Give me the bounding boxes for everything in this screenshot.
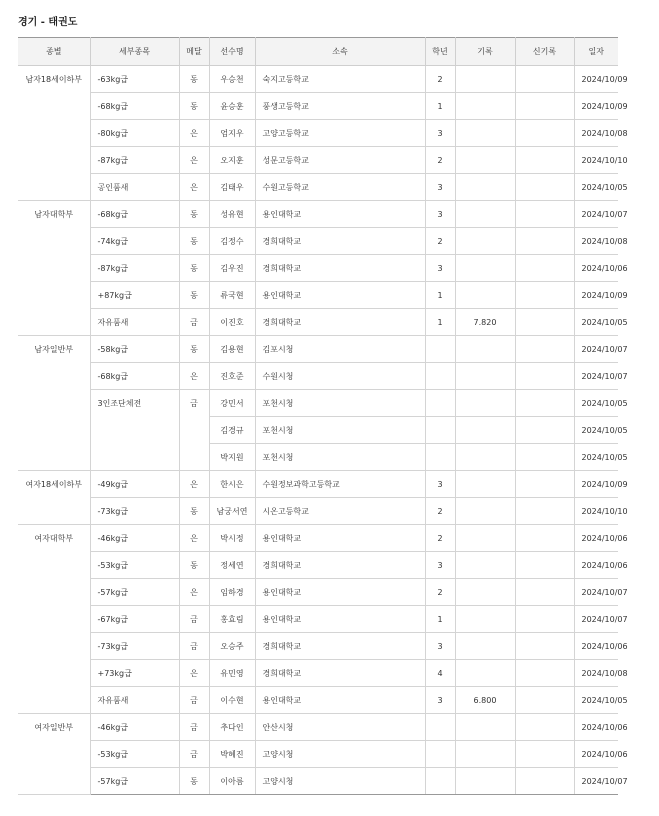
athlete-cell: 오승주 (209, 633, 255, 660)
table-row (18, 552, 618, 579)
date-cell: 2024/10/06 (574, 255, 618, 282)
category-cell: 여자18세이하부 (18, 471, 90, 525)
grade-cell: 2 (425, 579, 455, 606)
team-cell: 경희대학교 (255, 552, 425, 579)
event-cell: -63kg급 (90, 66, 179, 93)
medal-cell: 은 (179, 660, 209, 687)
table-row (18, 282, 618, 309)
medal-cell: 동 (179, 93, 209, 120)
athlete-cell: 성유현 (209, 201, 255, 228)
page-title: 경기 - 태권도 (18, 17, 78, 28)
medal-cell: 금 (179, 714, 209, 741)
record-cell (455, 606, 515, 633)
category-cell: 남자일반부 (18, 336, 90, 471)
record-cell (455, 471, 515, 498)
team-cell: 용인대학교 (255, 525, 425, 552)
grade-cell: 3 (425, 201, 455, 228)
medal-cell: 은 (179, 174, 209, 201)
medal-cell: 동 (179, 498, 209, 525)
new-record-cell (515, 471, 574, 498)
team-cell: 고양시청 (255, 741, 425, 768)
athlete-cell: 박혜진 (209, 741, 255, 768)
medal-cell: 금 (179, 741, 209, 768)
event-cell: -73kg급 (90, 633, 179, 660)
date-cell: 2024/10/05 (574, 309, 618, 336)
new-record-cell (515, 255, 574, 282)
team-cell: 풍생고등학교 (255, 93, 425, 120)
record-cell (455, 579, 515, 606)
athlete-cell: 류국현 (209, 282, 255, 309)
grade-cell: 3 (425, 174, 455, 201)
header-athlete: 선수명 (209, 38, 255, 66)
athlete-cell: 엄지우 (209, 120, 255, 147)
table-row (18, 201, 618, 228)
table-row (18, 606, 618, 633)
header-record: 기록 (455, 38, 515, 66)
event-cell: -58kg급 (90, 336, 179, 363)
grade-cell (425, 444, 455, 471)
new-record-cell (515, 120, 574, 147)
date-cell: 2024/10/07 (574, 768, 618, 795)
medal-cell: 동 (179, 255, 209, 282)
record-cell (455, 201, 515, 228)
new-record-cell (515, 741, 574, 768)
record-cell (455, 525, 515, 552)
event-cell: -46kg급 (90, 525, 179, 552)
new-record-cell (515, 606, 574, 633)
header-new-record: 신기록 (515, 38, 574, 66)
new-record-cell (515, 687, 574, 714)
date-cell: 2024/10/09 (574, 93, 618, 120)
date-cell: 2024/10/09 (574, 471, 618, 498)
table-row (18, 768, 618, 795)
header-medal: 메달 (179, 38, 209, 66)
grade-cell: 3 (425, 687, 455, 714)
new-record-cell (515, 579, 574, 606)
record-cell (455, 390, 515, 417)
athlete-cell: 정세연 (209, 552, 255, 579)
record-cell (455, 552, 515, 579)
grade-cell: 3 (425, 120, 455, 147)
athlete-cell: 오지훈 (209, 147, 255, 174)
event-cell: 3인조단체전 (90, 390, 179, 471)
date-cell: 2024/10/10 (574, 498, 618, 525)
table-row (18, 633, 618, 660)
table-row (18, 660, 618, 687)
athlete-cell: 윤승훈 (209, 93, 255, 120)
grade-cell: 3 (425, 552, 455, 579)
record-cell (455, 768, 515, 795)
athlete-cell: 남궁서연 (209, 498, 255, 525)
event-cell: -87kg급 (90, 147, 179, 174)
new-record-cell (515, 417, 574, 444)
record-cell (455, 120, 515, 147)
date-cell: 2024/10/05 (574, 687, 618, 714)
event-cell: -49kg급 (90, 471, 179, 498)
grade-cell: 4 (425, 660, 455, 687)
athlete-cell: 김태우 (209, 174, 255, 201)
medal-cell: 동 (179, 768, 209, 795)
team-cell: 수원정보과학고등학교 (255, 471, 425, 498)
new-record-cell (515, 174, 574, 201)
record-cell: 6.800 (455, 687, 515, 714)
date-cell: 2024/10/10 (574, 147, 618, 174)
table-row (18, 309, 618, 336)
record-cell (455, 66, 515, 93)
new-record-cell (515, 147, 574, 174)
category-cell: 여자대학부 (18, 525, 90, 714)
athlete-cell: 박시정 (209, 525, 255, 552)
team-cell: 용인대학교 (255, 687, 425, 714)
date-cell: 2024/10/05 (574, 390, 618, 417)
table-row (18, 714, 618, 741)
team-cell: 용인대학교 (255, 606, 425, 633)
date-cell: 2024/10/09 (574, 66, 618, 93)
date-cell: 2024/10/06 (574, 633, 618, 660)
medal-cell: 은 (179, 471, 209, 498)
table-header-row (18, 38, 618, 66)
team-cell: 수원시청 (255, 363, 425, 390)
team-cell: 김포시청 (255, 336, 425, 363)
athlete-cell: 이진호 (209, 309, 255, 336)
new-record-cell (515, 714, 574, 741)
new-record-cell (515, 390, 574, 417)
event-cell: -87kg급 (90, 255, 179, 282)
medal-cell: 금 (179, 606, 209, 633)
category-cell: 여자일반부 (18, 714, 90, 795)
record-cell: 7.820 (455, 309, 515, 336)
date-cell: 2024/10/09 (574, 282, 618, 309)
grade-cell (425, 363, 455, 390)
record-cell (455, 255, 515, 282)
team-cell: 경희대학교 (255, 633, 425, 660)
team-cell: 숙지고등학교 (255, 66, 425, 93)
athlete-cell: 한시은 (209, 471, 255, 498)
event-cell: -53kg급 (90, 552, 179, 579)
table-row (18, 498, 618, 525)
header-grade: 학년 (425, 38, 455, 66)
team-cell: 안산시청 (255, 714, 425, 741)
date-cell: 2024/10/07 (574, 336, 618, 363)
table-row (18, 741, 618, 768)
event-cell: -67kg급 (90, 606, 179, 633)
athlete-cell: 박지원 (209, 444, 255, 471)
event-cell: -80kg급 (90, 120, 179, 147)
team-cell: 포천시청 (255, 417, 425, 444)
medal-cell: 은 (179, 120, 209, 147)
new-record-cell (515, 498, 574, 525)
table-row (18, 93, 618, 120)
team-cell: 경희대학교 (255, 309, 425, 336)
date-cell: 2024/10/05 (574, 174, 618, 201)
grade-cell: 2 (425, 525, 455, 552)
grade-cell (425, 768, 455, 795)
date-cell: 2024/10/07 (574, 201, 618, 228)
team-cell: 경희대학교 (255, 228, 425, 255)
team-cell: 포천시청 (255, 444, 425, 471)
record-cell (455, 336, 515, 363)
date-cell: 2024/10/08 (574, 120, 618, 147)
team-cell: 용인대학교 (255, 282, 425, 309)
record-cell (455, 174, 515, 201)
athlete-cell: 진호준 (209, 363, 255, 390)
event-cell: 자유품새 (90, 309, 179, 336)
event-cell: -46kg급 (90, 714, 179, 741)
record-cell (455, 417, 515, 444)
athlete-cell: 이아름 (209, 768, 255, 795)
table-row (18, 120, 618, 147)
date-cell: 2024/10/06 (574, 714, 618, 741)
new-record-cell (515, 282, 574, 309)
date-cell: 2024/10/07 (574, 363, 618, 390)
athlete-cell: 강민서 (209, 390, 255, 417)
new-record-cell (515, 552, 574, 579)
table-row (18, 390, 618, 417)
medal-cell: 금 (179, 687, 209, 714)
date-cell: 2024/10/06 (574, 525, 618, 552)
new-record-cell (515, 660, 574, 687)
record-cell (455, 633, 515, 660)
event-cell: -68kg급 (90, 93, 179, 120)
event-cell: +87kg급 (90, 282, 179, 309)
table-row (18, 66, 618, 93)
date-cell: 2024/10/07 (574, 579, 618, 606)
medal-cell: 금 (179, 633, 209, 660)
grade-cell: 1 (425, 93, 455, 120)
medal-cell: 금 (179, 390, 209, 471)
medal-cell: 동 (179, 552, 209, 579)
athlete-cell: 홍효림 (209, 606, 255, 633)
medal-cell: 은 (179, 579, 209, 606)
record-cell (455, 444, 515, 471)
table-row (18, 147, 618, 174)
table-row (18, 579, 618, 606)
event-cell: -57kg급 (90, 768, 179, 795)
grade-cell: 3 (425, 471, 455, 498)
date-cell: 2024/10/05 (574, 444, 618, 471)
table-row (18, 471, 618, 498)
team-cell: 경희대학교 (255, 660, 425, 687)
header-category: 종별 (18, 38, 90, 66)
record-cell (455, 741, 515, 768)
new-record-cell (515, 201, 574, 228)
table-row (18, 687, 618, 714)
new-record-cell (515, 768, 574, 795)
grade-cell: 2 (425, 228, 455, 255)
medal-cell: 동 (179, 282, 209, 309)
medal-cell: 동 (179, 228, 209, 255)
new-record-cell (515, 309, 574, 336)
new-record-cell (515, 363, 574, 390)
table-row (18, 228, 618, 255)
event-cell: -68kg급 (90, 201, 179, 228)
team-cell: 용인대학교 (255, 579, 425, 606)
team-cell: 성문고등학교 (255, 147, 425, 174)
date-cell: 2024/10/05 (574, 417, 618, 444)
grade-cell (425, 714, 455, 741)
athlete-cell: 김우진 (209, 255, 255, 282)
grade-cell: 2 (425, 147, 455, 174)
new-record-cell (515, 444, 574, 471)
grade-cell (425, 390, 455, 417)
grade-cell: 1 (425, 309, 455, 336)
grade-cell: 2 (425, 66, 455, 93)
athlete-cell: 이수현 (209, 687, 255, 714)
date-cell: 2024/10/07 (574, 606, 618, 633)
date-cell: 2024/10/06 (574, 552, 618, 579)
team-cell: 포천시청 (255, 390, 425, 417)
new-record-cell (515, 66, 574, 93)
medal-cell: 동 (179, 66, 209, 93)
table-row (18, 363, 618, 390)
team-cell: 경희대학교 (255, 255, 425, 282)
event-cell: +73kg급 (90, 660, 179, 687)
event-cell: -73kg급 (90, 498, 179, 525)
grade-cell: 3 (425, 255, 455, 282)
header-date: 일자 (574, 38, 618, 66)
team-cell: 시온고등학교 (255, 498, 425, 525)
record-cell (455, 93, 515, 120)
medal-cell: 은 (179, 147, 209, 174)
medal-cell: 동 (179, 201, 209, 228)
results-table (18, 37, 628, 795)
athlete-cell: 김용현 (209, 336, 255, 363)
record-cell (455, 282, 515, 309)
team-cell: 고양고등학교 (255, 120, 425, 147)
grade-cell (425, 741, 455, 768)
header-event: 세부종목 (90, 38, 179, 66)
new-record-cell (515, 336, 574, 363)
new-record-cell (515, 525, 574, 552)
event-cell: -53kg급 (90, 741, 179, 768)
table-row (18, 255, 618, 282)
grade-cell (425, 417, 455, 444)
record-cell (455, 660, 515, 687)
new-record-cell (515, 93, 574, 120)
athlete-cell: 김경규 (209, 417, 255, 444)
date-cell: 2024/10/08 (574, 228, 618, 255)
athlete-cell: 김정수 (209, 228, 255, 255)
date-cell: 2024/10/06 (574, 741, 618, 768)
new-record-cell (515, 228, 574, 255)
medal-cell: 은 (179, 363, 209, 390)
grade-cell: 1 (425, 282, 455, 309)
event-cell: -68kg급 (90, 363, 179, 390)
event-cell: -74kg급 (90, 228, 179, 255)
record-cell (455, 714, 515, 741)
medal-cell: 동 (179, 336, 209, 363)
team-cell: 용인대학교 (255, 201, 425, 228)
event-cell: 공인품새 (90, 174, 179, 201)
athlete-cell: 유민영 (209, 660, 255, 687)
medal-cell: 은 (179, 525, 209, 552)
record-cell (455, 147, 515, 174)
record-cell (455, 363, 515, 390)
table-row (18, 174, 618, 201)
medal-cell: 금 (179, 309, 209, 336)
team-cell: 고양시청 (255, 768, 425, 795)
grade-cell: 3 (425, 633, 455, 660)
event-cell: -57kg급 (90, 579, 179, 606)
grade-cell (425, 336, 455, 363)
table-row (18, 525, 618, 552)
athlete-cell: 우승천 (209, 66, 255, 93)
category-cell: 남자대학부 (18, 201, 90, 336)
record-cell (455, 498, 515, 525)
category-cell: 남자18세이하부 (18, 66, 90, 201)
athlete-cell: 임하경 (209, 579, 255, 606)
team-cell: 수원고등학교 (255, 174, 425, 201)
date-cell: 2024/10/08 (574, 660, 618, 687)
record-cell (455, 228, 515, 255)
event-cell: 자유품새 (90, 687, 179, 714)
grade-cell: 1 (425, 606, 455, 633)
new-record-cell (515, 633, 574, 660)
grade-cell: 2 (425, 498, 455, 525)
header-team: 소속 (255, 38, 425, 66)
table-row (18, 336, 618, 363)
athlete-cell: 추다인 (209, 714, 255, 741)
